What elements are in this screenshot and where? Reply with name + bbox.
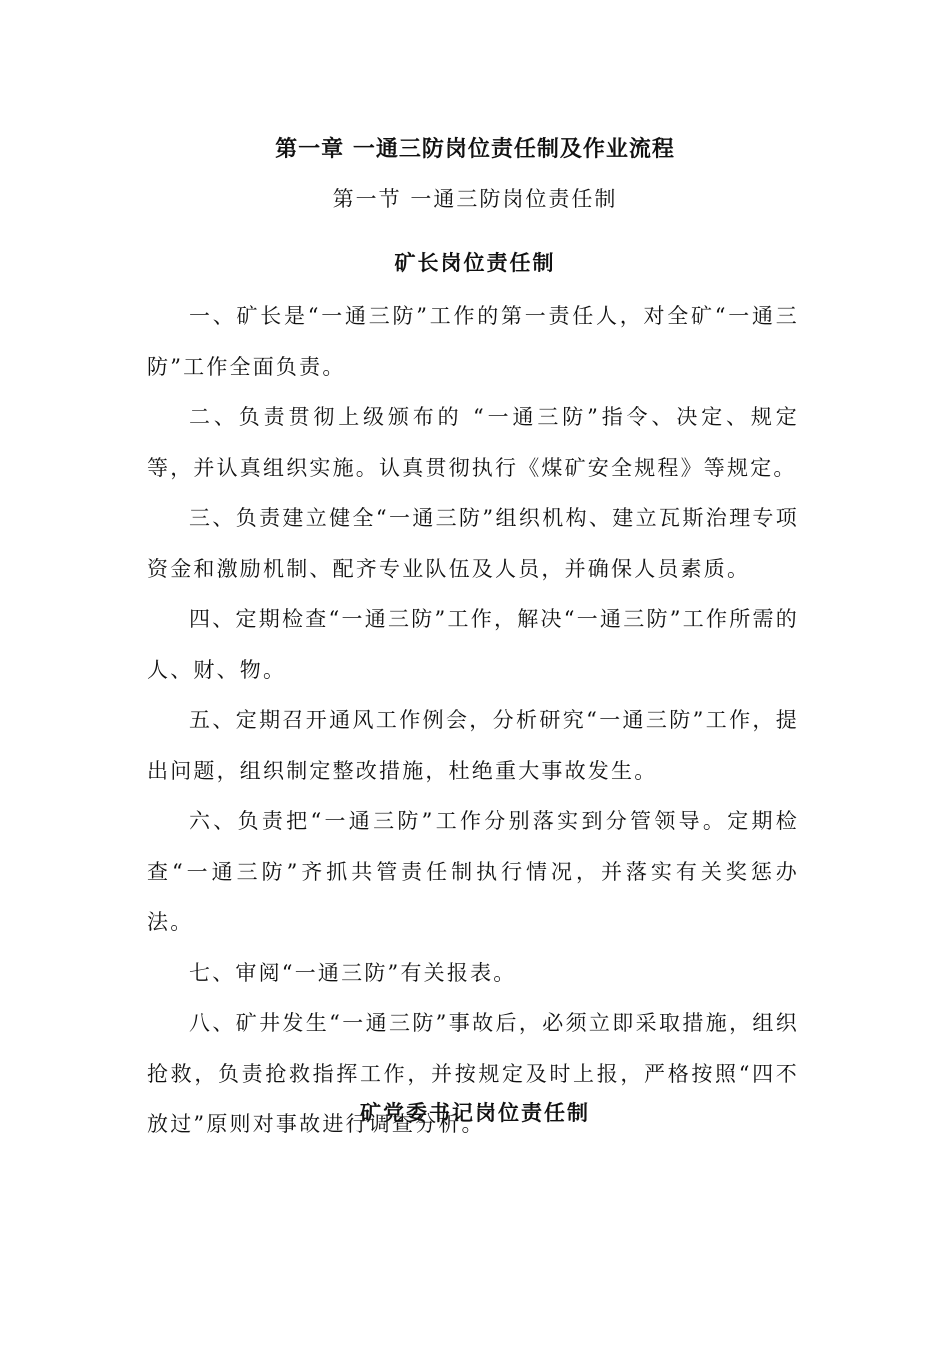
mine-head-duties: [147, 291, 799, 1150]
duty-item-1: 一、矿长是“一通三防”工作的第一责任人，对全矿“一通三防”工作全面负责。: [147, 304, 799, 379]
mine-head-heading: 矿长岗位责任制: [394, 250, 556, 275]
section-title: 第一节 一通三防岗位责任制: [332, 187, 618, 211]
duty-item-5: 五、定期召开通风工作例会，分析研究“一通三防”工作，提出问题，组织制定整改措施，杜绝重大事故发生。: [147, 708, 799, 783]
duty-item-6: 六、负责把“一通三防”工作分别落实到分管领导。定期检查“一通三防”齐抓共管责任制执行情况，并落实有关奖惩办法。: [147, 809, 799, 934]
duty-item-3: 三、负责建立健全“一通三防”组织机构、建立瓦斯治理专项资金和激励机制、配齐专业队伍及人员，并确保人员素质。: [147, 506, 799, 581]
duty-item-4: 四、定期检查“一通三防”工作，解决“一通三防”工作所需的人、财、物。: [147, 607, 799, 682]
chapter-title: 第一章 一通三防岗位责任制及作业流程: [275, 136, 675, 162]
duty-item-7: 七、审阅“一通三防”有关报表。: [189, 960, 517, 985]
duty-item-2: 二、负责贯彻上级颁布的 “一通三防”指令、决定、规定等，并认真组织实施。认真贯彻执行《煤矿安全规程》等规定。: [147, 405, 799, 480]
duty-item-8: 八、矿井发生“一通三防”事故后，必须立即采取措施，组织抢救，负责抢救指挥工作，并按规定及时上报，严格按照“四不放过”原则对事故进行调查分析。: [147, 1011, 799, 1136]
party-secretary-heading: 矿党委书记岗位责任制: [360, 1100, 590, 1125]
